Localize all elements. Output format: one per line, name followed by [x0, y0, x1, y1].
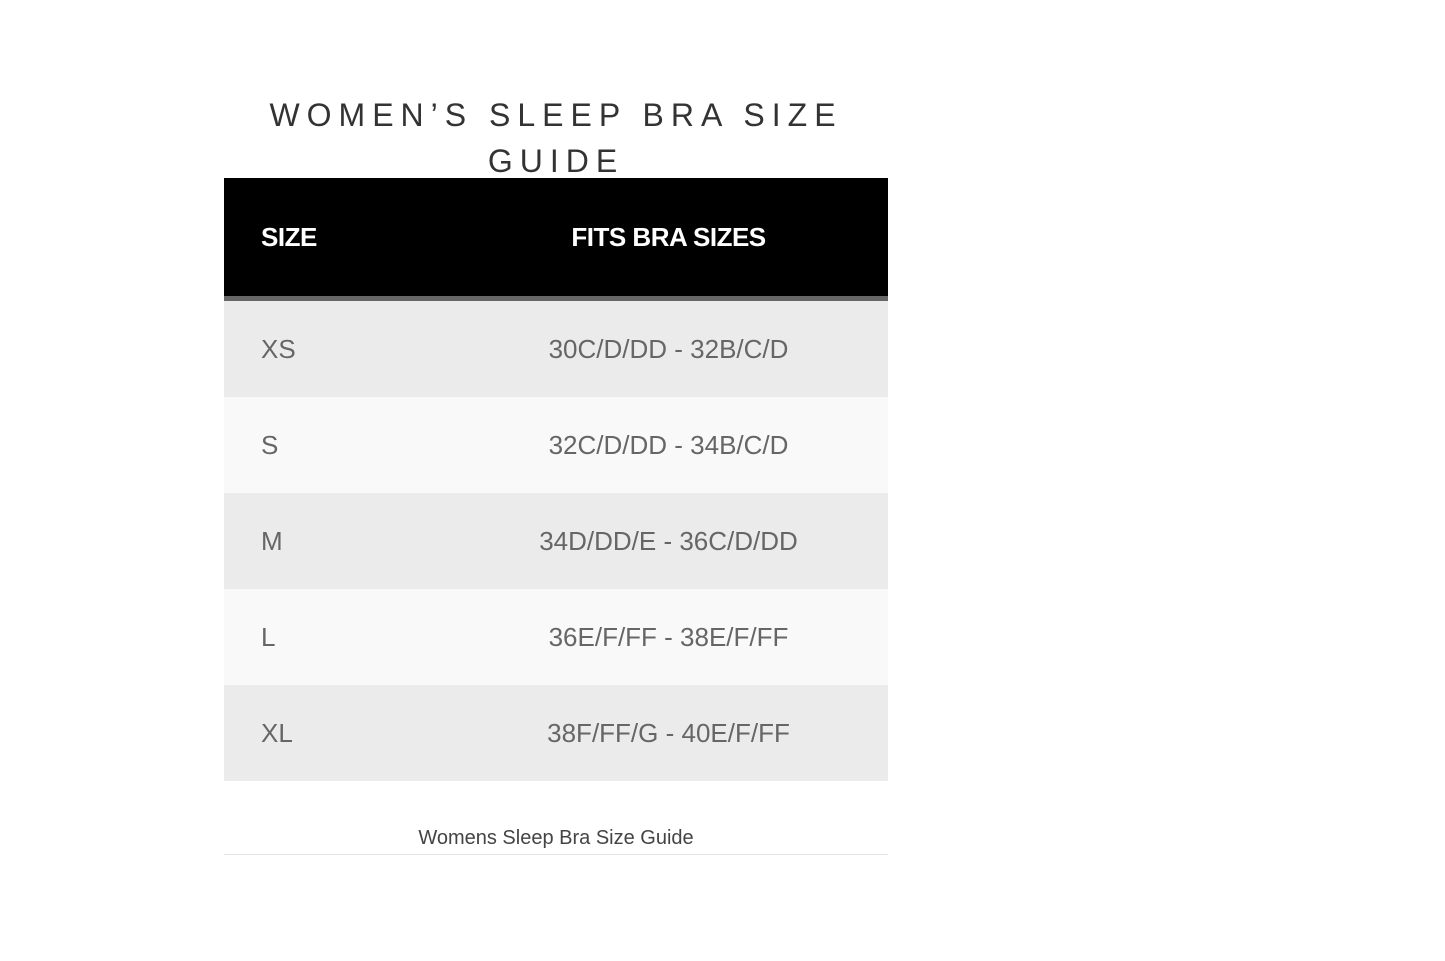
size-cell: S	[261, 429, 279, 460]
table-row	[224, 685, 888, 781]
table-body	[224, 299, 888, 782]
table-row	[224, 493, 888, 589]
table-row	[224, 397, 888, 493]
size-guide-table	[224, 178, 888, 781]
size-cell: L	[261, 621, 276, 652]
fits-cell: 34D/DD/E - 36C/D/DD	[539, 525, 798, 556]
fits-cell: 36E/F/FF - 38E/F/FF	[548, 621, 789, 652]
fits-cell: 32C/D/DD - 34B/C/D	[548, 429, 789, 460]
header-size: SIZE	[224, 178, 471, 299]
size-cell: M	[261, 525, 283, 556]
fits-cell: 38F/FF/G - 40E/F/FF	[547, 717, 790, 748]
size-cell: XL	[261, 717, 293, 748]
size-cell: XS	[261, 333, 296, 364]
image-caption: Womens Sleep Bra Size Guide	[224, 822, 888, 855]
table-row	[224, 589, 888, 685]
page-title: WOMEN’S SLEEP BRA SIZE GUIDE	[269, 97, 843, 179]
table-header	[224, 178, 888, 299]
fits-cell: 30C/D/DD - 32B/C/D	[548, 333, 789, 364]
table-header-row	[224, 178, 888, 299]
table-row	[224, 299, 888, 398]
header-fits-bra-sizes: FITS BRA SIZES	[471, 178, 888, 299]
